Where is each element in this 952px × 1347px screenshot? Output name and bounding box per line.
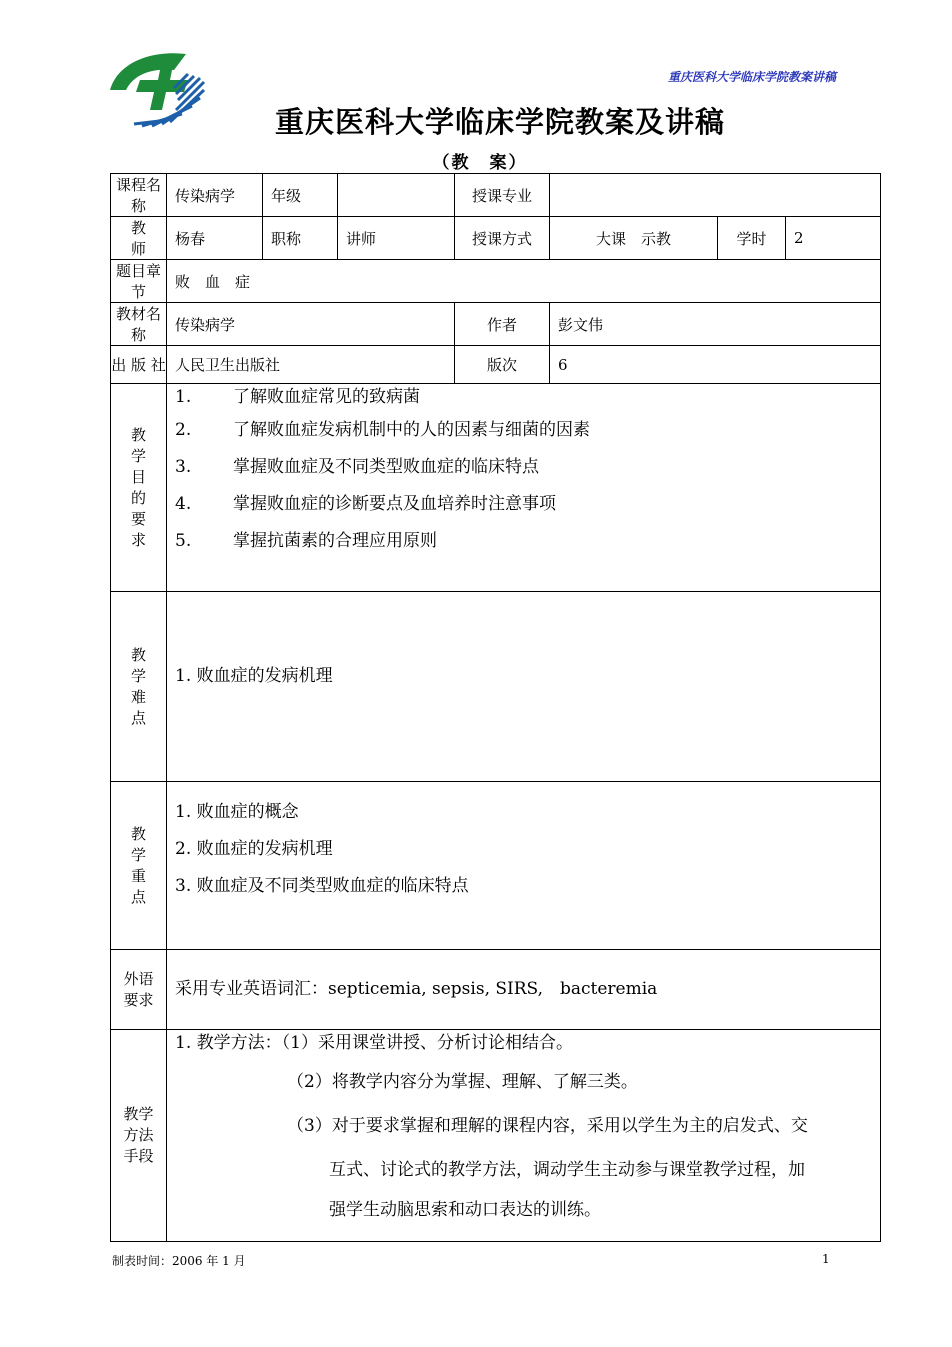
rank-label: 职称: [263, 217, 338, 260]
course-label: 课程名称: [111, 174, 167, 217]
edition-label: 版次: [455, 346, 550, 384]
difficulties-content: [167, 592, 881, 782]
grade-value: [338, 174, 455, 217]
methods-content: [167, 1030, 881, 1242]
info-row-teacher: [111, 217, 881, 260]
method-line: 强学生动脑思索和动口表达的训练。: [329, 1200, 601, 1220]
objective-item: 2. 了解败血症发病机制中的人的因素与细菌的因素: [175, 420, 590, 440]
objectives-content: [167, 384, 881, 592]
difficulties-row: [111, 592, 881, 782]
mode-value: 大课 示教: [550, 217, 718, 260]
info-row-chapter: [111, 260, 881, 303]
key-points-label: 教 学 重 点: [111, 782, 167, 950]
key-point-item: 2. 败血症的发病机理: [175, 839, 333, 859]
rank-value: 讲师: [338, 217, 455, 260]
textbook-label: 教材名称: [111, 303, 167, 346]
major-value: [550, 174, 881, 217]
key-point-item: 3. 败血症及不同类型败血症的临床特点: [175, 876, 469, 896]
page-subtitle: （教 案）: [432, 153, 528, 173]
method-line: （3）对于要求掌握和理解的课程内容，采用以学生为主的启发式、交: [287, 1116, 808, 1136]
author-label: 作者: [455, 303, 550, 346]
publisher-value: 人民卫生出版社: [167, 346, 455, 384]
publisher-label: 出 版 社: [111, 346, 167, 384]
grade-label: 年级: [263, 174, 338, 217]
objectives-label: 教 学 目 的 要 求: [111, 384, 167, 592]
key-points-content: [167, 782, 881, 950]
page-number: 1: [822, 1252, 830, 1266]
mode-label: 授课方式: [455, 217, 550, 260]
textbook-value: 传染病学: [167, 303, 455, 346]
objectives-row: [111, 384, 881, 592]
info-row-textbook: [111, 303, 881, 346]
difficulty-item: 1. 败血症的发病机理: [175, 666, 333, 686]
page-title: 重庆医科大学临床学院教案及讲稿: [274, 105, 725, 139]
edition-value: 6: [550, 346, 881, 384]
chapter-value: 败 血 症: [167, 260, 881, 303]
foreign-language-content: [167, 950, 881, 1030]
methods-label: 教学 方法 手段: [111, 1030, 167, 1242]
objective-item: 5. 掌握抗菌素的合理应用原则: [175, 531, 437, 551]
footer-date: 制表时间：2006 年 1 月: [112, 1254, 246, 1268]
chapter-label: 题目章节: [111, 260, 167, 303]
method-line: 互式、讨论式的教学方法，调动学生主动参与课堂教学过程，加: [329, 1160, 805, 1180]
objective-item: 1. 了解败血症常见的致病菌: [175, 387, 420, 407]
method-line: （2）将教学内容分为掌握、理解、了解三类。: [287, 1072, 638, 1092]
major-label: 授课专业: [455, 174, 550, 217]
author-value: 彭文伟: [550, 303, 881, 346]
teacher-label: 教 师: [111, 217, 167, 260]
objective-item: 3. 掌握败血症及不同类型败血症的临床特点: [175, 457, 539, 477]
header-tag: 重庆医科大学临床学院教案讲稿: [667, 70, 836, 84]
info-row-publisher: [111, 346, 881, 384]
foreign-language-label: 外语 要求: [111, 950, 167, 1030]
methods-row: [111, 1030, 881, 1242]
info-row-course: [111, 174, 881, 217]
teacher-value: 杨春: [167, 217, 263, 260]
foreign-language-row: [111, 950, 881, 1030]
difficulties-label: 教 学 难 点: [111, 592, 167, 782]
objective-item: 4. 掌握败血症的诊断要点及血培养时注意事项: [175, 494, 556, 514]
method-line: 1. 教学方法：（1）采用课堂讲授、分析讨论相结合。: [175, 1033, 573, 1053]
key-points-row: [111, 782, 881, 950]
foreign-language-text: 采用专业英语词汇：septicemia, sepsis, SIRS, bacteremia: [175, 979, 658, 999]
course-value: 传染病学: [167, 174, 263, 217]
hours-label: 学时: [718, 217, 786, 260]
key-point-item: 1. 败血症的概念: [175, 802, 299, 822]
hours-value: 2: [786, 217, 881, 260]
lesson-plan-table: [110, 173, 881, 1242]
